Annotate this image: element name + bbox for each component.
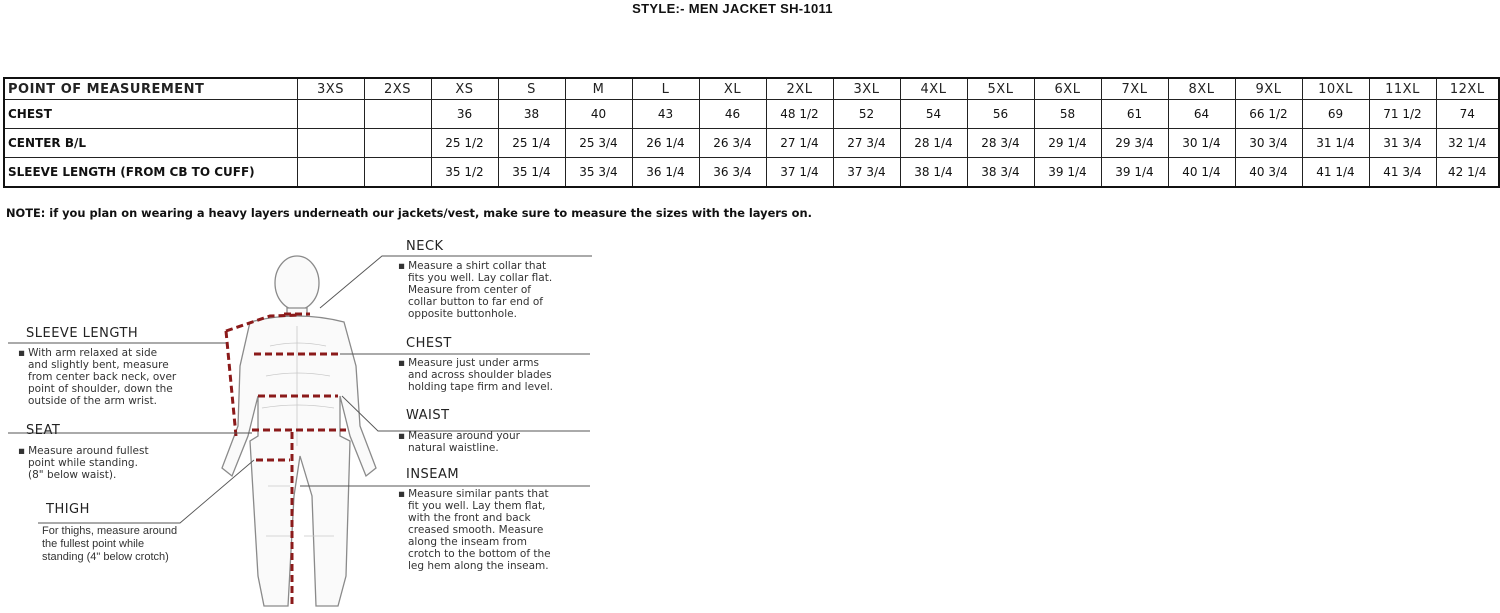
table-cell: 42 1/4 <box>1436 158 1499 188</box>
size-header: 11XL <box>1369 78 1436 100</box>
thigh-text-line: For thighs, measure around <box>42 525 178 537</box>
waist-description <box>398 430 520 454</box>
table-cell: 43 <box>632 100 699 129</box>
sleeve-text-line: from center back neck, over <box>28 371 177 383</box>
size-header: 3XS <box>297 78 364 100</box>
seat-text-line: point while standing. <box>28 457 138 469</box>
thigh-description <box>42 525 177 564</box>
neck-heading: NECK <box>406 239 444 254</box>
size-header: 8XL <box>1168 78 1235 100</box>
table-cell: 28 1/4 <box>900 129 967 158</box>
size-header: S <box>498 78 565 100</box>
measurement-guide <box>0 236 600 613</box>
size-chart-table <box>3 77 1500 188</box>
chest-text-line: ▪ Measure just under arms <box>398 357 553 369</box>
table-cell: 40 1/4 <box>1168 158 1235 188</box>
table-cell: 41 1/4 <box>1302 158 1369 188</box>
table-cell: 25 1/4 <box>498 129 565 158</box>
row-label: CENTER B/L <box>4 129 297 158</box>
inseam-text-line: leg hem along the inseam. <box>408 560 549 572</box>
layering-note: NOTE: if you plan on wearing a heavy layers underneath our jackets/vest, make sure to measure the sizes with the layers on. <box>6 206 812 220</box>
size-header: 2XL <box>766 78 833 100</box>
table-cell: 58 <box>1034 100 1101 129</box>
sleeve-text-line: and slightly bent, measure <box>28 359 169 371</box>
table-cell: 30 3/4 <box>1235 129 1302 158</box>
thigh-text-line: standing (4" below crotch) <box>42 551 169 563</box>
table-cell <box>297 100 364 129</box>
table-cell: 30 1/4 <box>1168 129 1235 158</box>
table-cell: 46 <box>699 100 766 129</box>
table-cell: 29 3/4 <box>1101 129 1168 158</box>
table-cell: 71 1/2 <box>1369 100 1436 129</box>
size-header: 2XS <box>364 78 431 100</box>
neck-text-line: ▪ Measure a shirt collar that <box>398 260 552 272</box>
table-cell <box>297 158 364 188</box>
sleeve-text-line: point of shoulder, down the <box>28 383 173 395</box>
chest-heading: CHEST <box>406 336 452 351</box>
table-cell: 38 3/4 <box>967 158 1034 188</box>
table-cell <box>364 100 431 129</box>
table-cell: 40 3/4 <box>1235 158 1302 188</box>
size-header: XL <box>699 78 766 100</box>
table-cell: 26 1/4 <box>632 129 699 158</box>
sleeve-text-line: ▪ With arm relaxed at side <box>18 347 176 359</box>
inseam-text-line: creased smooth. Measure <box>408 524 544 536</box>
thigh-text-line: the fullest point while <box>42 538 145 550</box>
table-row <box>4 129 1499 158</box>
seat-text-line: (8" below waist). <box>28 469 117 481</box>
table-cell: 27 3/4 <box>833 129 900 158</box>
neck-text-line: collar button to far end of <box>408 296 543 308</box>
seat-heading: SEAT <box>26 423 61 438</box>
table-cell: 54 <box>900 100 967 129</box>
table-cell <box>297 129 364 158</box>
thigh-heading: THIGH <box>46 502 90 517</box>
table-cell <box>364 129 431 158</box>
size-header: XS <box>431 78 498 100</box>
table-cell: 37 1/4 <box>766 158 833 188</box>
table-cell: 35 3/4 <box>565 158 632 188</box>
table-cell: 66 1/2 <box>1235 100 1302 129</box>
size-header: 12XL <box>1436 78 1499 100</box>
seat-text-line: ▪ Measure around fullest <box>18 445 149 457</box>
inseam-text-line: crotch to the bottom of the <box>408 548 551 560</box>
table-cell: 31 1/4 <box>1302 129 1369 158</box>
table-cell: 25 1/2 <box>431 129 498 158</box>
neck-text-line: opposite buttonhole. <box>408 308 517 320</box>
inseam-text-line: along the inseam from <box>408 536 527 548</box>
sleeve-text-line: outside of the arm wrist. <box>28 395 157 407</box>
inseam-text-line: fit you well. Lay them flat, <box>408 500 546 512</box>
neck-description <box>398 260 552 320</box>
size-header: 6XL <box>1034 78 1101 100</box>
table-cell: 52 <box>833 100 900 129</box>
seat-description <box>18 445 149 481</box>
size-header: 7XL <box>1101 78 1168 100</box>
chest-text-line: holding tape firm and level. <box>408 381 553 393</box>
table-cell: 69 <box>1302 100 1369 129</box>
chest-description <box>398 357 553 393</box>
table-header-row <box>4 78 1499 100</box>
inseam-heading: INSEAM <box>406 467 460 482</box>
size-header: 9XL <box>1235 78 1302 100</box>
waist-text-line: ▪ Measure around your <box>398 430 520 442</box>
size-header: 5XL <box>967 78 1034 100</box>
inseam-text-line: with the front and back <box>408 512 531 524</box>
table-cell: 39 1/4 <box>1034 158 1101 188</box>
table-cell: 38 1/4 <box>900 158 967 188</box>
size-header: 3XL <box>833 78 900 100</box>
table-cell: 61 <box>1101 100 1168 129</box>
table-cell: 48 1/2 <box>766 100 833 129</box>
table-cell: 35 1/4 <box>498 158 565 188</box>
page-title: STYLE:- MEN JACKET SH-1011 <box>632 1 833 16</box>
size-header: L <box>632 78 699 100</box>
header-label: POINT OF MEASUREMENT <box>4 78 297 100</box>
table-cell: 64 <box>1168 100 1235 129</box>
waist-text-line: natural waistline. <box>408 442 499 454</box>
sleeve-description <box>18 347 176 407</box>
table-cell: 27 1/4 <box>766 129 833 158</box>
table-cell: 29 1/4 <box>1034 129 1101 158</box>
table-cell: 37 3/4 <box>833 158 900 188</box>
table-cell: 36 3/4 <box>699 158 766 188</box>
size-header: M <box>565 78 632 100</box>
table-cell: 28 3/4 <box>967 129 1034 158</box>
table-cell <box>364 158 431 188</box>
neck-text-line: Measure from center of <box>408 284 531 296</box>
table-cell: 41 3/4 <box>1369 158 1436 188</box>
row-label: SLEEVE LENGTH (FROM CB TO CUFF) <box>4 158 297 188</box>
sleeve-heading: SLEEVE LENGTH <box>26 326 139 341</box>
inseam-description <box>398 488 551 572</box>
table-cell: 36 <box>431 100 498 129</box>
waist-heading: WAIST <box>406 408 450 423</box>
table-row <box>4 158 1499 188</box>
inseam-text-line: ▪ Measure similar pants that <box>398 488 551 500</box>
table-cell: 35 1/2 <box>431 158 498 188</box>
table-cell: 36 1/4 <box>632 158 699 188</box>
table-cell: 26 3/4 <box>699 129 766 158</box>
table-cell: 39 1/4 <box>1101 158 1168 188</box>
row-label: CHEST <box>4 100 297 129</box>
chest-text-line: and across shoulder blades <box>408 369 552 381</box>
table-row <box>4 100 1499 129</box>
neck-text-line: fits you well. Lay collar flat. <box>408 272 553 284</box>
table-cell: 38 <box>498 100 565 129</box>
size-header: 4XL <box>900 78 967 100</box>
table-cell: 74 <box>1436 100 1499 129</box>
table-cell: 31 3/4 <box>1369 129 1436 158</box>
size-header: 10XL <box>1302 78 1369 100</box>
table-cell: 32 1/4 <box>1436 129 1499 158</box>
table-cell: 56 <box>967 100 1034 129</box>
table-cell: 40 <box>565 100 632 129</box>
table-cell: 25 3/4 <box>565 129 632 158</box>
